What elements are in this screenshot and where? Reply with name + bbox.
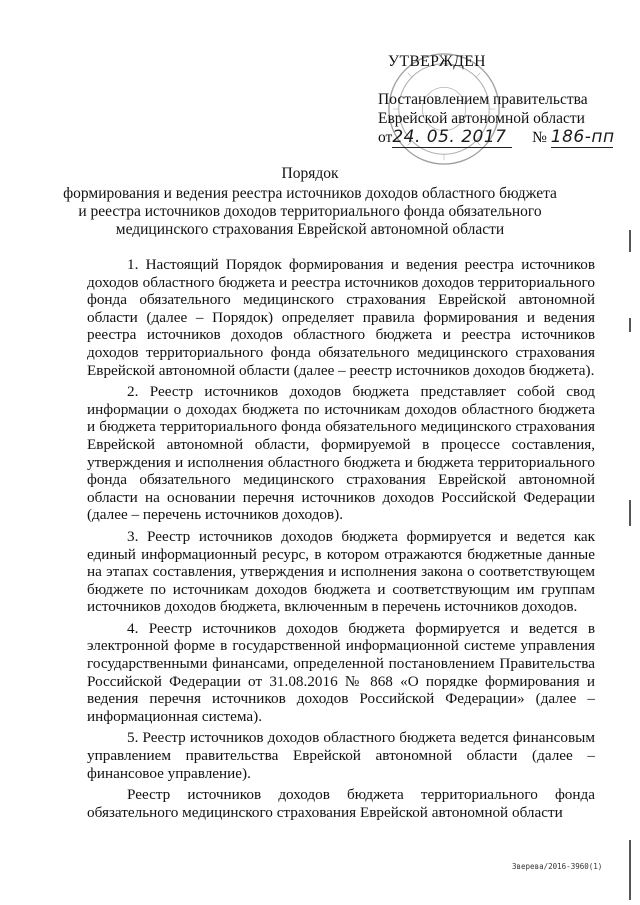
paragraph-1: 1. Настоящий Порядок формирования и ведения реестра источников доходов областного бюджета и реестра источников доходов территориального фонда обязательного медицинского страхования Еврейской автономной области (далее – Порядок) определяет правила формирования и ведения реестра источников доходов областного бюджета и реестра источников доходов территориального фонда обязательного медицинского страхования Еврейской автономной области (далее – реестр источников доходов бюджета). [87,256,595,379]
approval-block [378,52,628,148]
margin-scan-mark [629,840,631,900]
handwritten-number: 186-пп [550,127,615,147]
paragraph-4: 4. Реестр источников доходов бюджета формируется и ведется в электронной форме в государственной информационной системе управления государственными финансами, определенной постановлением Правительства Российской Федерации от 31.08.2016 № 868 «О порядке формирования и ведения перечня источников доходов Российской Федерации» (далее – информационная система). [87,619,595,725]
footer-document-code: Зверева/2016-3960(1) [512,862,603,871]
paragraph-5: 5. Реестр источников доходов областного бюджета ведется финансовым управлением правительства Еврейской автономной области (далее – финансовое управление). [87,729,595,782]
paragraph-3: 3. Реестр источников доходов бюджета формируется и ведется как единый информационный ресурс, в котором отражаются бюджетные данные на этапах составления, утверждения и исполнения закона о соответствующем бюджете по источникам доходов бюджета и соответствующим им группам источников доходов бюджета, включенным в перечень источников доходов. [87,527,595,616]
decree-line-2: Еврейской автономной области [378,110,585,127]
document-title [60,165,560,239]
approved-label: УТВЕРЖДЕН [388,53,486,70]
paragraph-2: 2. Реестр источников доходов бюджета представляет собой свод информации о доходах бюджета по источникам доходов областного бюджета и бюджета территориального фонда обязательного медицинского страхования Еврейской автономной области, формируемой в процессе составления, утверждения и исполнения областного бюджета и бюджета территориального фонда обязательного медицинского страхования Еврейской автономной области на основании перечня источников доходов Российской Федерации (далее – перечень источников доходов). [87,383,595,524]
decree-line-1: Постановлением правительства [378,91,588,108]
margin-scan-mark [629,318,631,332]
date-number-row [378,128,628,148]
paragraph-6: Реестр источников доходов бюджета территориального фонда обязательного медицинского страхования Еврейской автономной области [87,786,595,821]
handwritten-date: 24. 05. 2017 [392,128,512,148]
date-prefix: от [378,129,393,146]
margin-scan-mark [629,230,631,252]
document-body [87,256,595,825]
title-subtitle: формирования и ведения реестра источников доходов областного бюджета и реестра источников доходов территориального фонда обязательного медицинского страхования Еврейской автономной области [63,185,557,238]
title-heading: Порядок [281,165,339,182]
number-prefix: № [532,129,547,146]
margin-scan-mark [629,500,631,526]
